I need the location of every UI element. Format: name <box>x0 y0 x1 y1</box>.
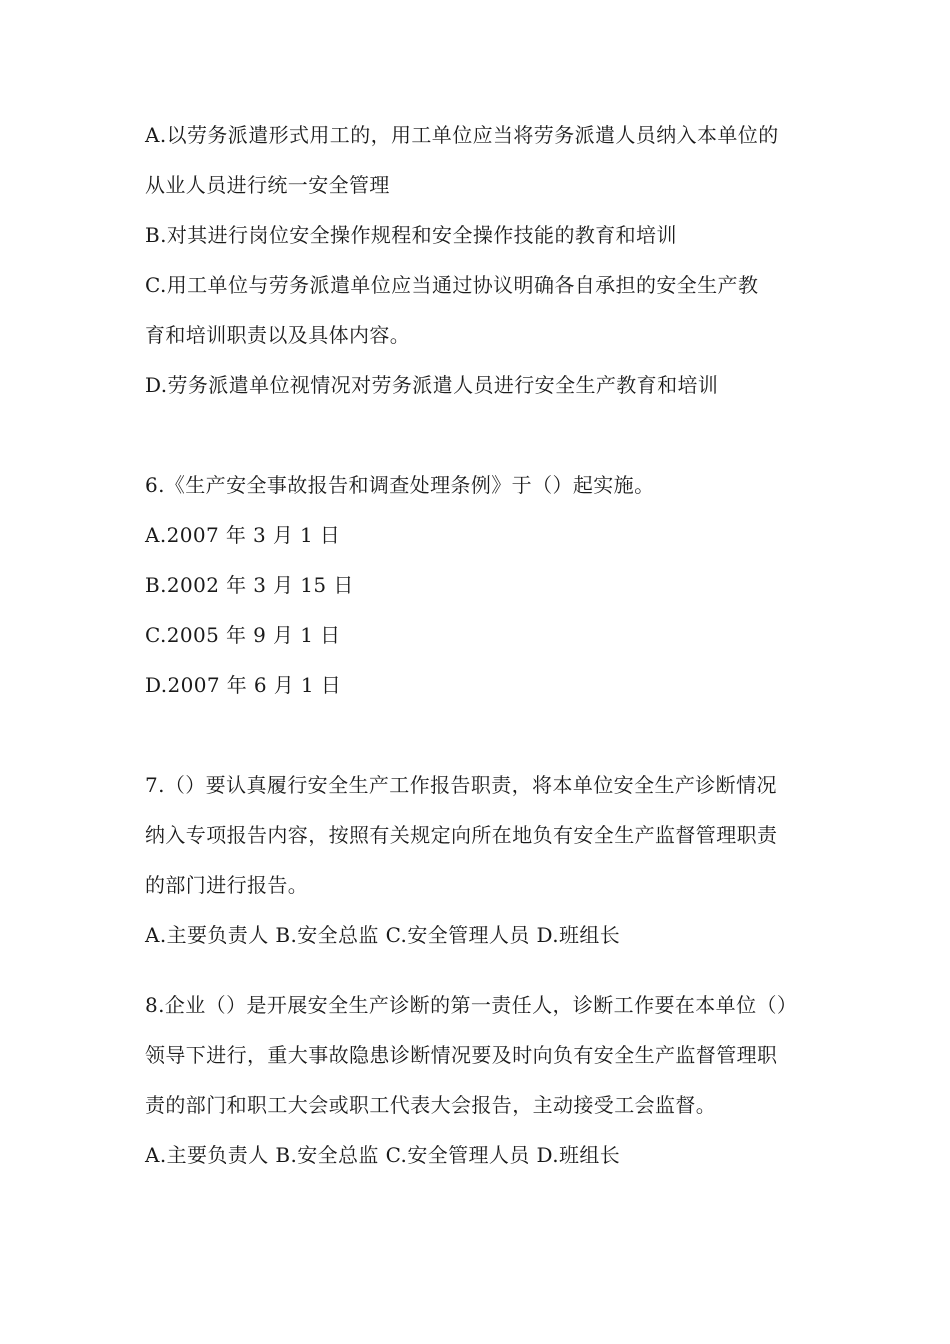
q5-option-a-line-2: 从业人员进行统一安全管理 <box>145 173 390 197</box>
q5-option-c-line-1: C.用工单位与劳务派遣单位应当通过协议明确各自承担的安全生产教 <box>145 273 759 297</box>
q8-question-line-1: 8.企业（）是开展安全生产诊断的第一责任人，诊断工作要在本单位（） <box>145 993 798 1017</box>
q7-question-line-3: 的部门进行报告。 <box>145 873 309 897</box>
q6-option-a: A.2007 年 3 月 1 日 <box>145 523 341 547</box>
q5-option-a-line-1: A.以劳务派遣形式用工的，用工单位应当将劳务派遣人员纳入本单位的 <box>145 123 779 147</box>
spacer <box>145 410 825 460</box>
q6-option-c: C.2005 年 9 月 1 日 <box>145 623 341 647</box>
q6-option-b: B.2002 年 3 月 15 日 <box>145 573 354 597</box>
q7-options: A.主要负责人 B.安全总监 C.安全管理人员 D.班组长 <box>145 923 621 947</box>
q5-option-c-line-2: 育和培训职责以及具体内容。 <box>145 323 411 347</box>
q7-question-line-2: 纳入专项报告内容，按照有关规定向所在地负有安全生产监督管理职责 <box>145 823 778 847</box>
q8-options: A.主要负责人 B.安全总监 C.安全管理人员 D.班组长 <box>145 1143 621 1167</box>
q5-option-d: D.劳务派遣单位视情况对劳务派遣人员进行安全生产教育和培训 <box>145 373 719 397</box>
question-5-options <box>145 110 825 410</box>
q8-question-line-2: 领导下进行，重大事故隐患诊断情况要及时向负有安全生产监督管理职 <box>145 1043 778 1067</box>
document-page <box>145 110 825 1180</box>
spacer <box>145 960 825 980</box>
spacer <box>145 710 825 760</box>
q8-question-line-3: 责的部门和职工大会或职工代表大会报告，主动接受工会监督。 <box>145 1093 717 1117</box>
question-7 <box>145 760 825 960</box>
question-6 <box>145 460 825 710</box>
q6-option-d: D.2007 年 6 月 1 日 <box>145 673 342 697</box>
q5-option-b: B.对其进行岗位安全操作规程和安全操作技能的教育和培训 <box>145 223 677 247</box>
q7-question-line-1: 7.（）要认真履行安全生产工作报告职责，将本单位安全生产诊断情况 <box>145 773 777 797</box>
question-8 <box>145 980 825 1180</box>
q6-question: 6.《生产安全事故报告和调查处理条例》于（）起实施。 <box>145 473 655 497</box>
